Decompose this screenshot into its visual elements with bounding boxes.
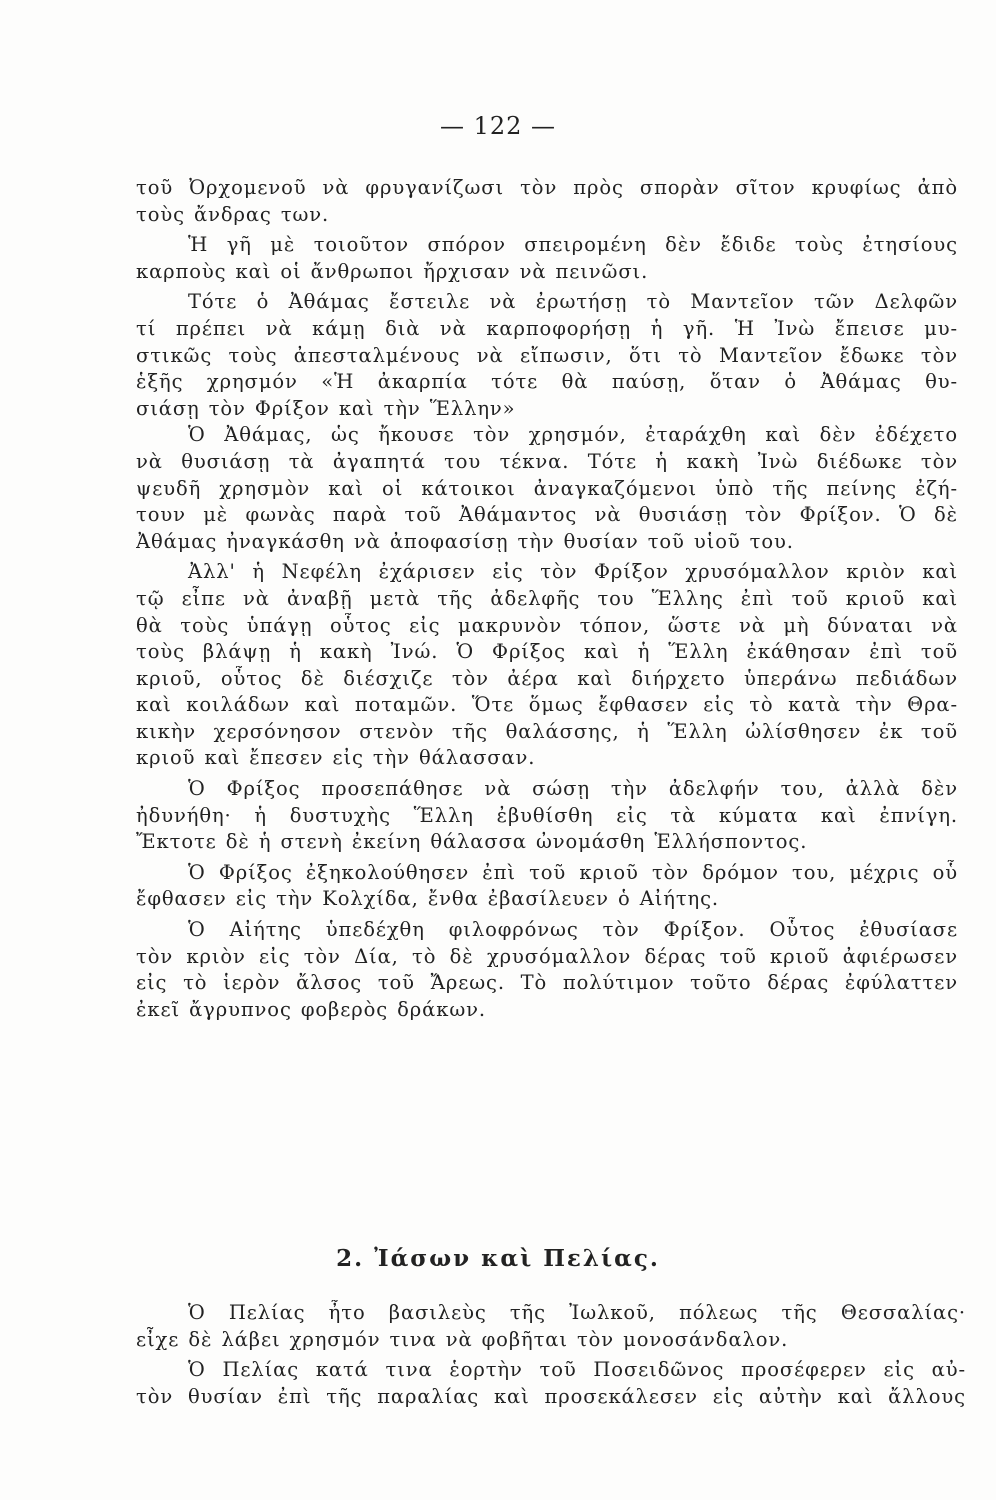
text-line: κριοῦ, οὗτος δὲ διέσχιζε τὸν ἀέρα καὶ διήρχετο ὑπεράνω πεδιάδων — [136, 666, 958, 690]
text-line: τί πρέπει νὰ κάμῃ διὰ νὰ καρποφορήσῃ ἡ γῆ. Ἡ Ἰνὼ ἔπεισε μυ- — [136, 316, 958, 340]
text-line: κριοῦ καὶ ἔπεσεν εἰς τὴν θάλασσαν. — [136, 746, 536, 770]
text-line: Ὁ Φρίξος ἐξηκολούθησεν ἐπὶ τοῦ κριοῦ τὸν δρόμον του, μέχρις οὗ — [188, 860, 958, 884]
text-line: κικὴν χερσόνησον στενὸν τῆς θαλάσσης, ἡ Ἕλλη ὠλίσθησεν ἐκ τοῦ — [136, 719, 958, 743]
text-line: Ὁ Πελίας ἦτο βασιλεὺς τῆς Ἰωλκοῦ, πόλεως τῆς Θεσσαλίας· — [188, 1301, 966, 1324]
text-line: τὸν κριὸν εἰς τὸν Δία, τὸ δὲ χρυσόμαλλον δέρας τοῦ κριοῦ ἀφιέρωσεν — [136, 944, 958, 968]
main-text-block — [136, 175, 958, 1023]
text-line: Ὁ Φρίξος προσεπάθησε νὰ σώσῃ τὴν ἀδελφήν του, ἀλλὰ δὲν — [188, 777, 958, 801]
text-line: Ὁ Αἰήτης ὑπεδέχθη φιλοφρόνως τὸν Φρίξον. Οὗτος ἐθυσίασε — [188, 918, 958, 942]
page-number: — 122 — — [439, 112, 557, 140]
text-line: ἔφθασεν εἰς τὴν Κολχίδα, ἔνθα ἐβασίλευεν ὁ Αἰήτης. — [136, 887, 720, 911]
text-line: τοὺς βλάψῃ ἡ κακὴ Ἰνώ. Ὁ Φρίξος καὶ ἡ Ἕλλη ἐκάθησαν ἐπὶ τοῦ — [136, 640, 958, 664]
text-line: εἰς τὸ ἱερὸν ἄλσος τοῦ Ἄρεως. Τὸ πολύτιμον τοῦτο δέρας ἐφύλαττεν — [136, 971, 958, 995]
text-line: εἶχε δὲ λάβει χρησμόν τινα νὰ φοβῆται τὸν μονοσάνδαλον. — [136, 1327, 789, 1351]
text-line: Ἀλλ' ἡ Νεφέλη ἐχάρισεν εἰς τὸν Φρίξον χρυσόμαλλον κριὸν καὶ — [188, 560, 958, 584]
section-heading: 2. Ἰάσων καὶ Πελίας. — [336, 1245, 660, 1272]
text-line: σιάσῃ τὸν Φρίξον καὶ τὴν Ἕλλην» — [136, 396, 516, 420]
text-line: θὰ τοὺς ὑπάγῃ οὗτος εἰς μακρυνὸν τόπον, ὥστε νὰ μὴ δύναται νὰ — [136, 613, 958, 637]
text-line: ἑξῆς χρησμόν «Ἡ ἀκαρπία τότε θὰ παύσῃ, ὅταν ὁ Ἀθάμας θυ- — [136, 370, 958, 394]
text-line: στικῶς τοὺς ἀπεσταλμένους νὰ εἴπωσιν, ὅτι τὸ Μαντεῖον ἔδωκε τὸν — [136, 343, 958, 367]
text-line: Ὁ Πελίας κατά τινα ἑορτὴν τοῦ Ποσειδῶνος προσέφερεν εἰς αὐ- — [188, 1358, 966, 1382]
text-line: Ἀθάμας ἠναγκάσθη νὰ ἀποφασίσῃ τὴν θυσίαν τοῦ υἱοῦ του. — [136, 529, 794, 553]
text-line: καὶ κοιλάδων καὶ ποταμῶν. Ὅτε ὅμως ἔφθασεν εἰς τὸ κατὰ τὴν Θρα- — [136, 693, 958, 717]
text-line: Ἡ γῆ μὲ τοιοῦτον σπόρον σπειρομένη δὲν ἔδιδε τοὺς ἐτησίους — [188, 233, 958, 257]
text-line: τουν μὲ φωνὰς παρὰ τοῦ Ἀθάμαντος νὰ θυσιάσῃ τὸν Φρίξον. Ὁ δὲ — [136, 503, 958, 527]
text-line: τὸν θυσίαν ἐπὶ τῆς παραλίας καὶ προσεκάλεσεν εἰς αὐτὴν καὶ ἄλλους — [136, 1384, 966, 1408]
text-line: καρποὺς καὶ οἱ ἄνθρωποι ἤρχισαν νὰ πεινῶσι. — [136, 259, 649, 283]
text-line: τοὺς ἄνδρας των. — [136, 202, 330, 226]
text-line: ἐκεῖ ἄγρυπνος φοβερὸς δράκων. — [136, 997, 486, 1021]
text-line: ψευδῆ χρησμὸν καὶ οἱ κάτοικοι ἀναγκαζόμενοι ὑπὸ τῆς πείνης ἐζή- — [136, 476, 958, 500]
text-line: ἠδυνήθη· ἡ δυστυχὴς Ἕλλη ἐβυθίσθη εἰς τὰ κύματα καὶ ἐπνίγη. — [136, 803, 958, 827]
text-line: Ἔκτοτε δὲ ἡ στενὴ ἐκείνη θάλασσα ὠνομάσθη Ἑλλήσποντος. — [136, 830, 808, 854]
text-line: τῷ εἶπε νὰ ἀναβῇ μετὰ τῆς ἀδελφῆς του Ἕλλης ἐπὶ τοῦ κριοῦ καὶ — [136, 586, 958, 610]
text-line: Ὁ Ἀθάμας, ὡς ἤκουσε τὸν χρησμόν, ἐταράχθη καὶ δὲν ἐδέχετο — [188, 423, 958, 447]
text-line: Τότε ὁ Ἀθάμας ἔστειλε νὰ ἐρωτήσῃ τὸ Μαντεῖον τῶν Δελφῶν — [188, 290, 958, 314]
text-line: τοῦ Ὀρχομενοῦ νὰ φρυγανίζωσι τὸν πρὸς σπορὰν σῖτον κρυφίως ἀπὸ — [136, 176, 958, 199]
section-text-block — [136, 1300, 966, 1410]
text-line: νὰ θυσιάσῃ τὰ ἀγαπητά του τέκνα. Τότε ἡ κακὴ Ἰνὼ διέδωκε τὸν — [136, 449, 958, 473]
